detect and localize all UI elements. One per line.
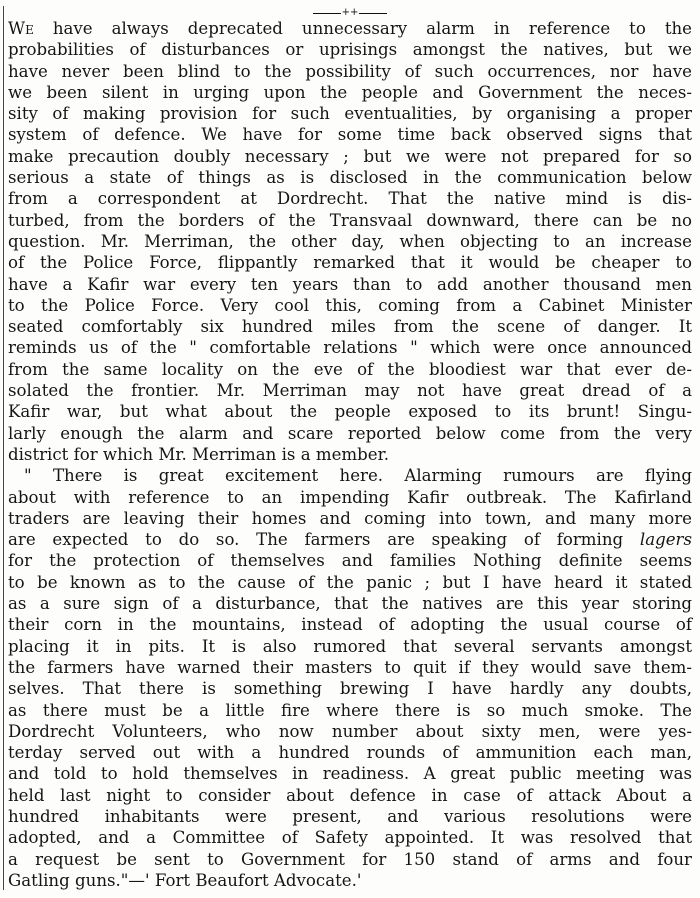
text-line: as a sure sign of a disturbance, that the natives are this year storing — [8, 594, 692, 614]
text-line: seated comfortably six hundred miles from the scene of danger. It — [8, 317, 692, 337]
column-rule — [3, 6, 4, 890]
text-line: solated the frontier. Mr. Merriman may not have great dread of a — [8, 381, 692, 401]
text-line: probabilities of disturbances or uprisings amongst the natives, but we — [8, 40, 692, 60]
section-separator: ++ — [0, 4, 700, 16]
text-line: have a Kafir war every ten years than to add another thousand men — [8, 274, 692, 294]
editorial-paragraph — [8, 18, 692, 465]
text-line: placing it in pits. It is also rumored that several servants amongst — [8, 636, 692, 656]
text-line: selves. That there is something brewing I have hardly any doubts, — [8, 679, 692, 699]
text-line: from a correspondent at Dordrecht. That the native mind is dis- — [8, 189, 692, 209]
text-line: " There is great excitement here. Alarming rumours are flying — [24, 466, 692, 486]
text-line: district for which Mr. Merriman is a member. — [8, 444, 389, 464]
text-line: a request be sent to Government for 150 stand of arms and four — [8, 849, 692, 869]
text-line: as there must be a little fire where there is so much smoke. The — [8, 700, 692, 720]
text-line: system of defence. We have for some time back observed signs that — [8, 125, 692, 145]
text-line: from the same locality on the eve of the bloodiest war that ever de- — [8, 359, 692, 379]
text-line: traders are leaving their homes and coming into town, and many more — [8, 508, 692, 528]
text-line: to the Police Force. Very cool this, coming from a Cabinet Minister — [8, 295, 692, 315]
text-line: question. Mr. Merriman, the other day, when objecting to an increase — [8, 231, 692, 251]
text-line: make precaution doubly necessary ; but we were not prepared for so — [8, 146, 692, 166]
text-line: about with reference to an impending Kafir outbreak. The Kafirland — [8, 487, 692, 507]
text-line: have never been blind to the possibility of such occurrences, nor have — [8, 61, 692, 81]
text-line: hundred inhabitants were present, and various resolutions were — [8, 806, 692, 826]
text-line: the farmers have warned their masters to quit if they would save them- — [8, 657, 692, 677]
text-line: adopted, and a Committee of Safety appointed. It was resolved that — [8, 828, 692, 848]
text-line: their corn in the mountains, instead of adopting the usual course of — [8, 615, 692, 635]
text-line: Gatling guns."—' Fort Beaufort Advocate.' — [8, 870, 362, 890]
text-line: Kafir war, but what about the people exposed to its brunt! Singu- — [8, 402, 692, 422]
text-line: turbed, from the borders of the Transvaal downward, there can be no — [8, 210, 692, 230]
quoted-correspondence-paragraph — [8, 465, 692, 891]
text-line: reminds us of the " comfortable relations " which were once announced — [8, 338, 692, 358]
text-line: Dordrecht Volunteers, who now number about sixty men, were yes- — [8, 721, 692, 741]
text-line: of the Police Force, flippantly remarked that it would be cheaper to — [8, 253, 692, 273]
text-line: are expected to do so. The farmers are speaking of forming lagers — [8, 530, 692, 550]
text-line: sity of making provision for such eventualities, by organising a proper — [8, 104, 692, 124]
text-line: and told to hold themselves in readiness. A great public meeting was — [8, 764, 692, 784]
text-line: held last night to consider about defence in case of attack About a — [8, 785, 692, 805]
text-line: larly enough the alarm and scare reported below come from the very — [8, 423, 692, 443]
text-line: we been silent in urging upon the people and Government the neces- — [8, 82, 692, 102]
text-line: terday served out with a hundred rounds of ammunition each man, — [8, 743, 692, 763]
text-line: WE have always deprecated unnecessary alarm in reference to the — [8, 19, 692, 38]
text-line: for the protection of themselves and families Nothing definite seems — [8, 551, 692, 571]
text-line: serious a state of things as is disclosed in the communication below — [8, 168, 692, 188]
article-body — [8, 18, 692, 891]
text-line: to be known as to the cause of the panic ; but I have heard it stated — [8, 572, 692, 592]
